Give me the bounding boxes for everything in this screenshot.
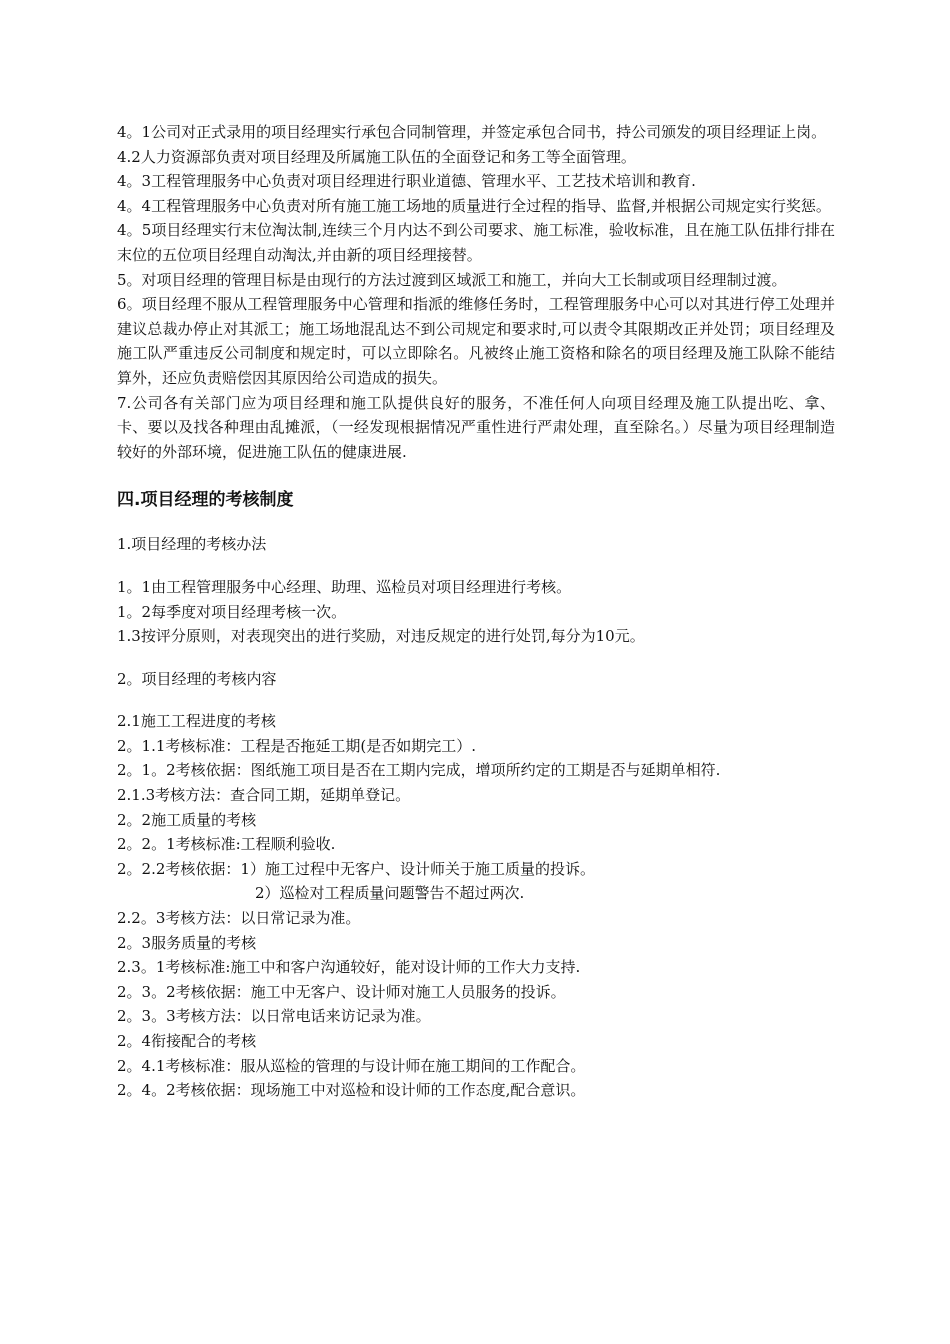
content-item: 2。4衔接配合的考核 (117, 1032, 257, 1050)
spacer (117, 464, 835, 486)
content-item: 2。4.1考核标准：服从巡检的管理的与设计师在施工期间的工作配合。 (117, 1056, 586, 1075)
content-item: 2。2施工质量的考核 (117, 810, 257, 829)
content-item: 2。3服务质量的考核 (117, 933, 257, 952)
paragraph-7: 7.公司各有关部门应为项目经理和施工队提供良好的服务，不准任何人向项目经理及施工队提出吃、拿、卡、要以及找各种理由乱摊派，（一经发现根据情况严重性进行严肃处理，直至除名。）尽量为项目经理制造较好的外部环境，促进施工队伍的健康进展. (117, 393, 835, 461)
paragraph-4-5: 4。5项目经理实行末位淘汰制,连续三个月内达不到公司要求、施工标准，验收标准，且在施工队伍排行排在末位的五位项目经理自动淘汰,并由新的项目经理接替。 (117, 221, 835, 264)
content-item: 2.2。3考核方法：以日常记录为准。 (117, 909, 361, 928)
paragraph-4-3: 4。3工程管理服务中心负责对项目经理进行职业道德、管理水平、工艺技术培训和教育. (117, 172, 696, 191)
content-item: 2。2。1考核标准:工程顺利验收. (117, 835, 336, 854)
spacer (117, 514, 835, 532)
paragraph-4-1: 4。1公司对正式录用的项目经理实行承包合同制管理，并签定承包合同书，持公司颁发的项目经理证上岗。 (117, 123, 827, 141)
method-item: 1。2每季度对项目经理考核一次。 (117, 602, 347, 621)
spacer (117, 557, 835, 575)
subsection-title-content: 2。项目经理的考核内容 (117, 669, 277, 688)
spacer (117, 691, 835, 709)
paragraph-4-4: 4。4工程管理服务中心负责对所有施工施工场地的质量进行全过程的指导、监督,并根据公司规定实行奖惩。 (117, 196, 831, 215)
paragraph-4-2: 4.2人力资源部负责对项目经理及所属施工队伍的全面登记和务工等全面管理。 (117, 147, 636, 166)
paragraph-5: 5。对项目经理的管理目标是由现行的方法过渡到区域派工和施工，并向大工长制或项目经理制过渡。 (117, 270, 787, 289)
content-item: 2。2.2考核依据：1）施工过程中无客户、设计师关于施工质量的投诉。 (117, 859, 595, 878)
content-item: 2.1施工工程进度的考核 (117, 712, 276, 731)
content-item: 2。3。2考核依据：施工中无客户、设计师对施工人员服务的投诉。 (117, 982, 566, 1001)
content-item: 2。4。2考核依据：现场施工中对巡检和设计师的工作态度,配合意识。 (117, 1081, 586, 1100)
content-item-indented: 2）巡检对工程质量问题警告不超过两次. (255, 884, 525, 903)
paragraph-6: 6。项目经理不服从工程管理服务中心管理和指派的维修任务时，工程管理服务中心可以对其进行停工处理并建议总裁办停止对其派工；施工场地混乱达不到公司规定和要求时,可以责令其限期改正并处罚；项目经理及施工队严重违反公司制度和规定时，可以立即除名。凡被终止施工资格和除名的项目经理及施工队除不能结算外，还应负责赔偿因其原因给公司造成的损失。 (117, 295, 835, 387)
content-item: 2。3。3考核方法：以日常电话来访记录为准。 (117, 1007, 431, 1026)
content-item: 2。1.1考核标准：工程是否拖延工期(是否如期完工）. (117, 736, 477, 755)
content-item: 2.1.3考核方法：查合同工期，延期单登记。 (117, 786, 411, 805)
content-item: 2。1。2考核依据：图纸施工项目是否在工期内完成，增项所约定的工期是否与延期单相符. (117, 761, 721, 780)
document-page (117, 120, 835, 1103)
method-item: 1.3按评分原则，对表现突出的进行奖励，对违反规定的进行处罚,每分为10元。 (117, 627, 645, 646)
spacer (117, 649, 835, 667)
section-heading: 四.项目经理的考核制度 (117, 490, 294, 511)
content-item: 2.3。1考核标准:施工中和客户沟通较好，能对设计师的工作大力支持. (117, 958, 581, 977)
method-item: 1。1由工程管理服务中心经理、助理、巡检员对项目经理进行考核。 (117, 577, 572, 596)
subsection-title-method: 1.项目经理的考核办法 (117, 535, 267, 554)
